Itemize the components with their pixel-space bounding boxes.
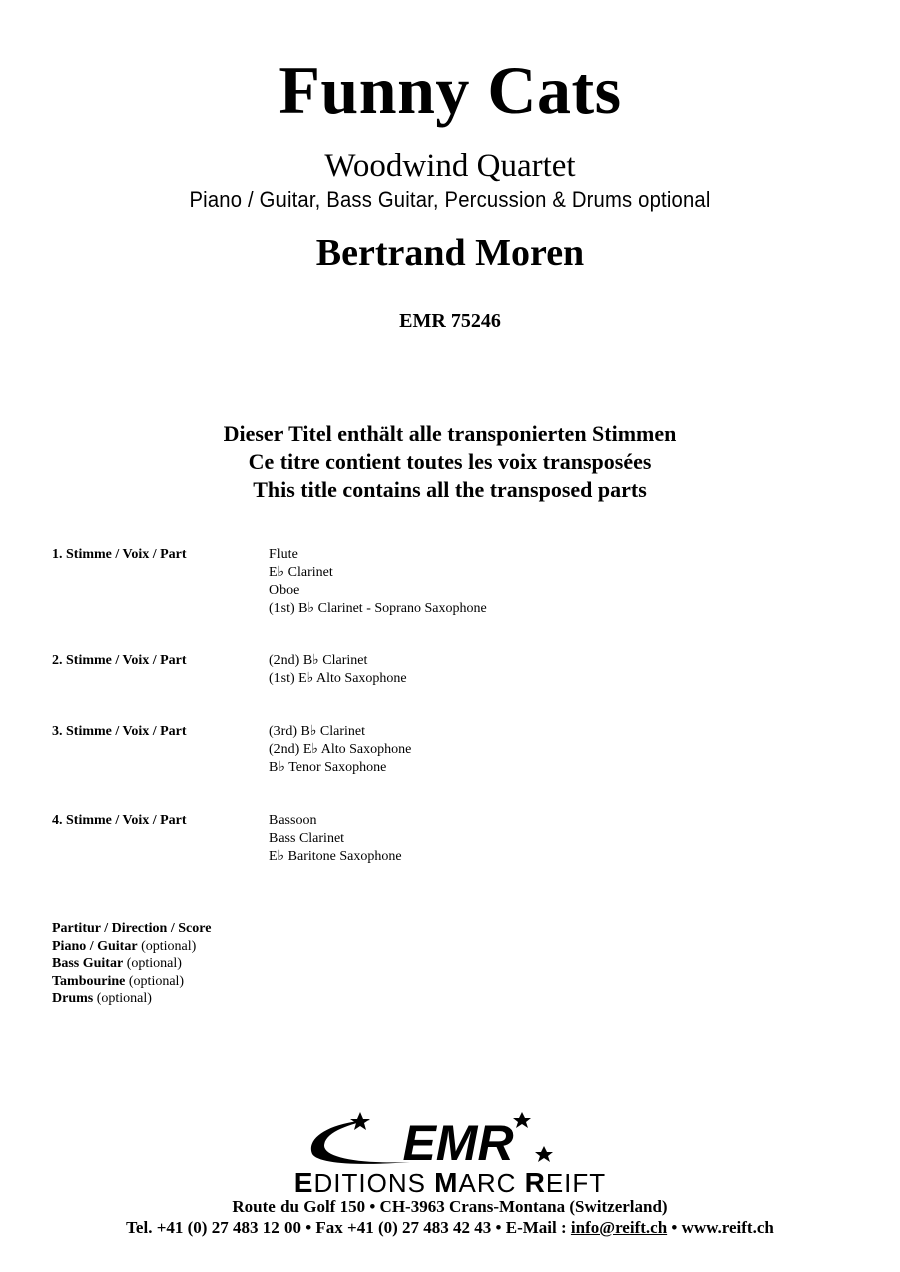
star-icon (535, 1146, 553, 1162)
instrument-item: Bass Clarinet (269, 831, 345, 846)
instrument-item: (1st) B♭ Clarinet - Soprano Saxophone (269, 601, 487, 616)
instrument-item: E♭ Baritone Saxophone (269, 849, 402, 864)
instrument-item: (2nd) E♭ Alto Saxophone (269, 742, 412, 757)
brand-word: EIFT (545, 1168, 607, 1198)
extra-item (52, 990, 211, 1008)
star-icon (513, 1112, 531, 1128)
part-instruments (269, 812, 402, 866)
extra-item-name: Drums (52, 991, 94, 1006)
email-link[interactable]: info@reift.ch (570, 1218, 668, 1237)
part-instruments (269, 546, 487, 618)
brand-letter: E (293, 1167, 314, 1198)
part-label: 2. Stimme / Voix / Part (52, 653, 187, 668)
instrument-item: (1st) E♭ Alto Saxophone (269, 671, 407, 686)
star-icon (350, 1112, 370, 1130)
part-label: 3. Stimme / Voix / Part (52, 724, 187, 739)
ensemble-subtitle: Woodwind Quartet (324, 148, 576, 184)
instrument-item: Flute (269, 547, 298, 562)
notice-german: Dieser Titel enthält alle transponierten Stimmen (223, 421, 677, 446)
instrument-item: Bassoon (269, 813, 317, 828)
extra-item (52, 938, 211, 956)
catalog-number: EMR 75246 (399, 310, 501, 332)
extra-item (52, 955, 211, 973)
part-label: 1. Stimme / Voix / Part (52, 547, 187, 562)
publisher-address: Route du Golf 150 • CH-3963 Crans-Montana (Switzerland) (232, 1197, 668, 1216)
instrument-item: (3rd) B♭ Clarinet (269, 724, 366, 739)
instrument-item: B♭ Tenor Saxophone (269, 760, 387, 775)
logo-text: EMR (402, 1115, 514, 1168)
brand-letter: M (434, 1167, 459, 1198)
publisher-name (0, 1168, 900, 1198)
piece-title: Funny Cats (278, 52, 622, 128)
extra-item (52, 973, 211, 991)
brand-word: ARC (458, 1168, 525, 1198)
instrument-item: (2nd) B♭ Clarinet (269, 653, 368, 668)
publisher-contact (0, 1217, 900, 1239)
instrument-item: Oboe (269, 583, 300, 598)
score-label: Partitur / Direction / Score (52, 921, 212, 936)
instrumentation-line: Piano / Guitar, Bass Guitar, Percussion & Drums optional (189, 187, 711, 212)
extra-item-note: (optional) (126, 956, 182, 971)
notice-english: This title contains all the transposed parts (253, 477, 647, 502)
part-label: 4. Stimme / Voix / Part (52, 813, 187, 828)
composer-name: Bertrand Moren (315, 232, 585, 274)
part-instruments (269, 723, 411, 777)
emr-logo (300, 1108, 600, 1168)
extra-parts-list (52, 920, 211, 1008)
extra-item-name: Piano / Guitar (52, 938, 138, 954)
brand-letter: R (524, 1167, 546, 1198)
extra-item-name: Tambourine (52, 973, 126, 989)
instrument-item: E♭ Clarinet (269, 565, 333, 580)
notice-french: Ce titre contient toutes les voix transposées (248, 449, 652, 474)
extra-item-note: (optional) (128, 973, 185, 989)
website-text: • www.reift.ch (667, 1218, 774, 1237)
logo-swoosh (311, 1120, 410, 1164)
brand-word: DITIONS (313, 1168, 435, 1198)
extra-item-note: (optional) (96, 991, 152, 1006)
part-instruments (269, 652, 407, 688)
extra-item-note: (optional) (141, 938, 197, 954)
extra-item-name: Bass Guitar (52, 956, 124, 971)
contact-phone-fax: Tel. +41 (0) 27 483 12 00 • Fax +41 (0) 27 483 42 43 • E-Mail : (126, 1218, 571, 1237)
